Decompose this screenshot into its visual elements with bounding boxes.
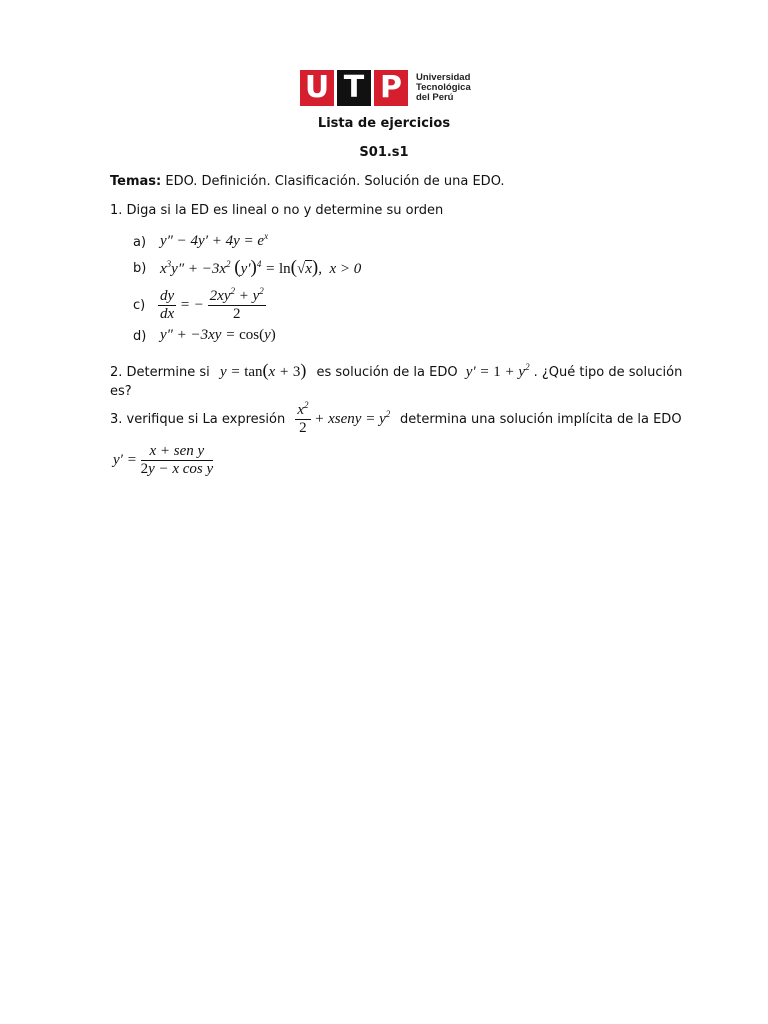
question-1: 1. Diga si la ED es lineal o no y determine su orden <box>110 203 444 218</box>
item-c-equation: $\frac{dy}{dx}$ = − $\frac{2xy^2 + y^2}{2}$ <box>160 286 264 322</box>
logo-text-line-3: del Perú <box>416 92 454 103</box>
question-3 <box>110 402 682 437</box>
item-a-equation: $y'' - 4y' + 4y = e^x$ <box>160 231 269 249</box>
temas-label: Temas: <box>110 174 162 189</box>
item-c-label: c) <box>133 298 146 313</box>
page-title: Lista de ejercicios <box>317 116 451 131</box>
q2-text-end: . ¿Qué tipo de solución <box>533 365 683 380</box>
q3-text-start: 3. verifique si La expresión <box>110 412 286 427</box>
q2-text-wrap: es? <box>110 384 132 399</box>
item-d-equation: y″ + −3xy = cos(y) <box>160 327 276 343</box>
logo-letter-u: U <box>300 70 334 106</box>
q2-text-mid: es solución de la EDO <box>316 365 458 380</box>
q3-text-end: determina una solución implícita de la EDO <box>399 412 682 427</box>
temas-text: EDO. Definición. Clasificación. Solución de una EDO. <box>161 174 505 189</box>
item-d-label: d) <box>133 329 147 344</box>
q2-equation-2: $y' = 1 + y^2$ <box>465 362 530 380</box>
logo-text-line-2: Tecnológica <box>416 82 471 93</box>
logo-text <box>416 73 471 103</box>
q3-equation-2: y′ = $\frac{\text{x + sen y}}{\text{2y − x cos y}}$ <box>113 443 214 477</box>
q2-text-start: 2. Determine si <box>110 365 210 380</box>
q2-equation-1: y = tan(x + 3) <box>219 360 307 380</box>
logo-text-line-1: Universidad <box>416 72 471 83</box>
session-code: S01.s1 <box>359 145 409 160</box>
utp-logo <box>300 70 471 106</box>
logo-letter-p: P <box>374 70 408 106</box>
question-2 <box>110 360 682 381</box>
temas-line <box>110 174 505 189</box>
item-b-label: b) <box>133 261 147 276</box>
q3-equation-1: $\frac{x^2}{2}$ + xseny = $y^2$ <box>297 400 391 436</box>
item-a-label: a) <box>133 235 147 250</box>
item-b-equation: $x^3y'' + -3x^2$ $(y')^4 = \ln(√x)$, x > 0 <box>160 257 362 278</box>
logo-letter-t: T <box>337 70 371 106</box>
